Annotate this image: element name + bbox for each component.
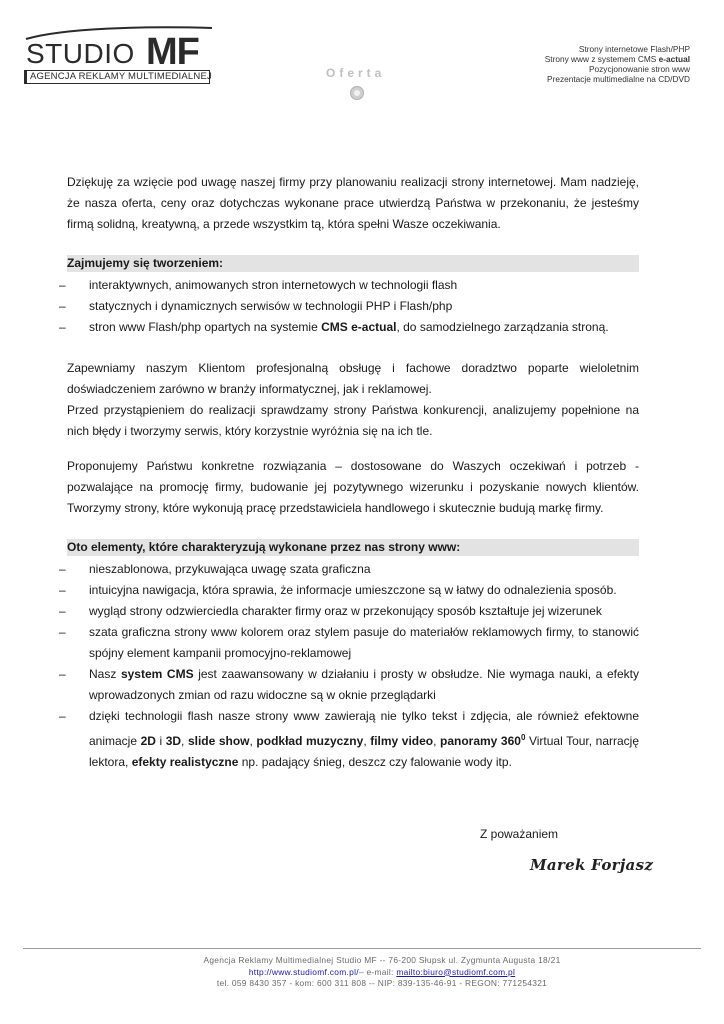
list-item: – statycznych i dynamicznych serwisów w technologii PHP i Flash/php: [67, 296, 639, 317]
list-item: – interaktywnych, animowanych stron internetowych w technologii flash: [67, 275, 639, 296]
section-heading-features: Oto elementy, które charakteryzują wykonane przez nas strony www:: [67, 539, 639, 556]
list-item: – intuicyjna nawigacja, która sprawia, że informacje umieszczone są w łatwy do odnalezienia sposób.: [67, 580, 639, 601]
footer-divider: [23, 948, 701, 949]
list-item: – stron www Flash/php opartych na systemie CMS e-actual, do samodzielnego zarządzania stroną.: [67, 317, 639, 338]
letterhead: [0, 0, 724, 110]
logo-subtitle: AGENCJA REKLAMY MULTIMEDIALNEJ: [30, 71, 212, 82]
list-item: – dzięki technologii flash nasze strony www zawierają nie tylko tekst i zdjęcia, ale również efektowne animacje 2D i 3D, slide show, podkład muzyczny, filmy video, panoramy $360^0$ Virtual Tour, narrację lektora, efekty realistyczne np. padający śnieg, deszcz czy falowanie wody itp.: [67, 706, 639, 773]
footer-contact: http://www.studiomf.com.pl/– e-mail: mailto:biuro@studiomf.com.pl: [248, 966, 516, 977]
intro-paragraph: Dziękuję za wzięcie pod uwagę naszej firmy przy planowaniu realizacji strony internetowej. Mam nadzieję, że nasza oferta, ceny oraz dotychczas wykonane prace utwierdzą Państwa w przekonaniu, że jesteśmy firmą solidną, kreatywną, a przede wszystkim tą, która spełni Wasze oczekiwania.: [67, 175, 639, 231]
logo-studio-text: STUDIO: [26, 38, 135, 69]
support-paragraph: Zapewniamy naszym Klientom profesjonalną obsługę i fachowe doradztwo poparte wieloletnim doświadczeniem zarówno w branży informatycznej, jak i reklamowej.: [67, 361, 639, 396]
list-item: – nieszablonowa, przykuwająca uwagę szata graficzna: [67, 559, 639, 580]
proposal-paragraph: Proponujemy Państwu konkretne rozwiązania – dostosowane do Waszych oczekiwań i potrzeb - pozwalające na promocję firmy, budowanie jej pozytywnego wizerunku i pozyskanie nowych klientów. Tworzymy strony, które wykonują pracę przedstawiciela handlowego i skutecznie budują markę firmy.: [67, 459, 639, 515]
services-list: [545, 44, 690, 84]
signature: Marek Forjasz: [530, 856, 654, 874]
service-item: Strony internetowe Flash/PHP: [578, 44, 690, 54]
service-item: Prezentacje multimedialne na CD/DVD: [547, 74, 690, 84]
service-item: Strony www z systemem CMS e-actual: [544, 54, 690, 64]
closing-salutation: Z poważaniem: [480, 827, 559, 841]
list-item: – szata graficzna strony www kolorem oraz stylem pasuje do materiałów reklamowych firmy, to stanowić spójny element kampanii promocyjno-reklamowej: [67, 622, 639, 664]
features-bullet-list: [67, 559, 639, 773]
circle-ornament-icon: [350, 86, 364, 100]
list-item: – Nasz system CMS jest zaawansowany w działaniu i prosty w obsłudze. Nie wymaga nauki, a efekty wprowadzonych zmian od razu widoczne są w oknie przeglądarki: [67, 664, 639, 706]
services-bullet-list: [67, 275, 639, 338]
section-heading-services: Zajmujemy się tworzeniem:: [67, 255, 639, 272]
service-item: Pozycjonowanie stron www: [589, 64, 690, 74]
footer: [0, 955, 724, 990]
studio-mf-logo: [24, 26, 214, 84]
document-label: Oferta: [326, 66, 386, 80]
email-link[interactable]: mailto:biuro@studiomf.com.pl: [396, 966, 516, 977]
list-item: – wygląd strony odzwierciedla charakter firmy oraz w przekonujący sposób kształtuje jej wizerunek: [67, 601, 639, 622]
logo-mf-text: MF: [146, 31, 199, 73]
footer-company-ids: tel. 059 8430 357 - kom: 600 311 808 -- NIP: 839-135-46-91 - REGON: 771254321: [216, 978, 548, 988]
footer-address: Agencja Reklamy Multimedialnej Studio MF -- 76-200 Słupsk ul. Zygmunta Augusta 18/21: [203, 955, 561, 965]
letter-body: [67, 172, 639, 773]
website-link[interactable]: http://www.studiomf.com.pl/: [248, 966, 359, 977]
competition-paragraph: Przed przystąpieniem do realizacji sprawdzamy strony Państwa konkurencji, analizujemy popełnione na nich błędy i tworzymy serwis, który korzystnie wyróżnia się na ich tle.: [67, 403, 639, 438]
